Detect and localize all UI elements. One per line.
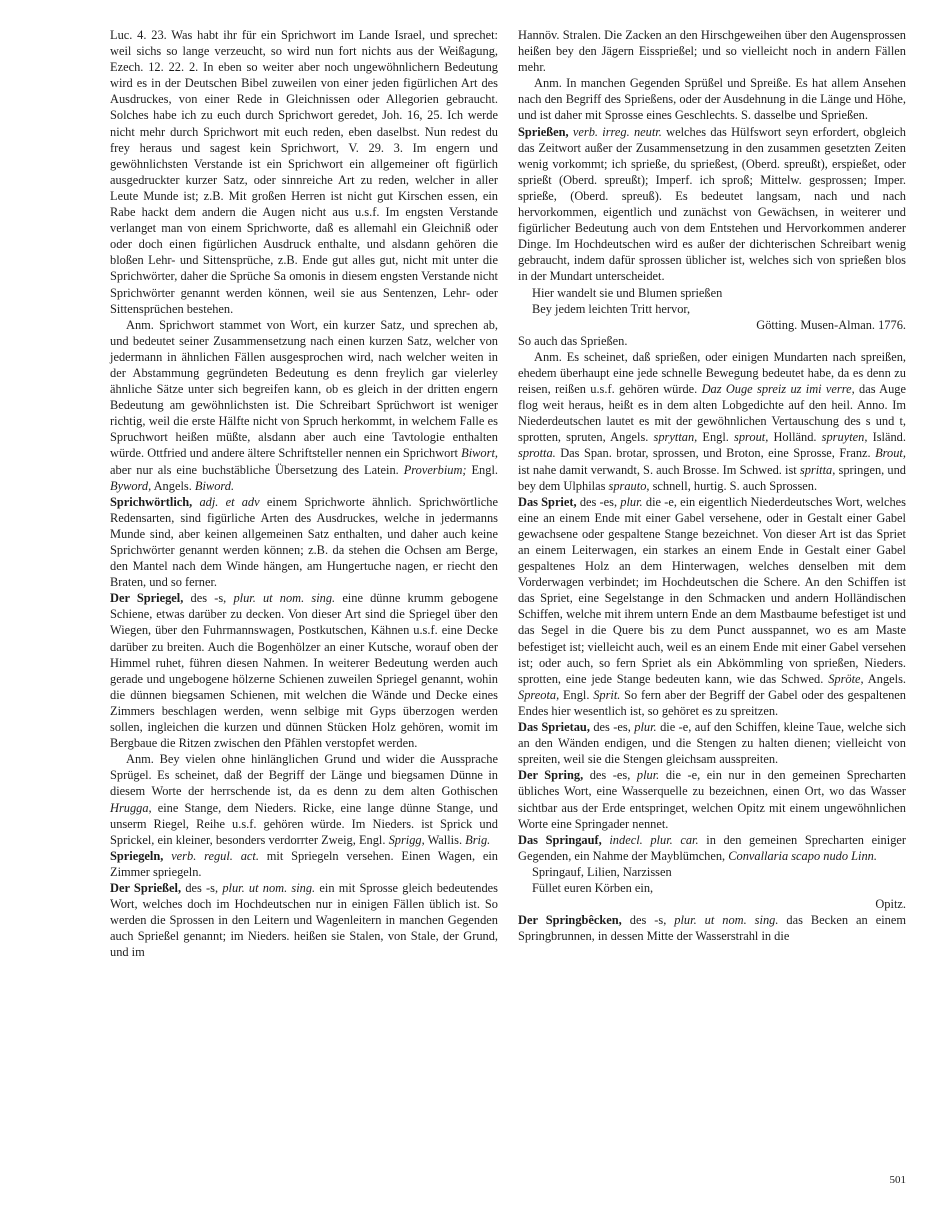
note-text: Anm. In manchen Gegenden Sprüßel und Spreiße. Es hat allem Ansehen nach den Begriff des Sprießens, oder der Ausdehnung in die Länge und Höhe, und ist daher mit Sprosse eines Geschlechts. S. dasselbe und Sprießen. — [518, 76, 906, 123]
italic-term: Hrugga, — [110, 800, 152, 815]
verse-text: Bey jedem leichten Tritt hervor, — [532, 301, 691, 316]
entry-text: eine dünne krumm gebogene Schiene, etwas darüber zu decken. Von dieser Art sind die Spriegel über den Wiegen, über den Fuhrmannswagen, Postkutschen, Kähnen u.s.f. eine Decke darüber zu breiten. Auch die Bogenhölzer an einer Kutsche, worauf oben der Himmel ruhet, führen diesen Nahmen. In weiterer Bedeutung werden auch gerade und ungebogene hölzerne Schienen zuweilen Spriegel genannt, wohin die dünnen biegsamen Schienen, mit welchen die Wände und Decke eines Zimmers beschlagen werden, wenn selbige mit Gyps überzogen werden sollen, ingleichen die kurzen und dünnen Stücken Holz gehören, womit im Bergbaue die Ritzen zwischen den Pfählen verstopfet werden. — [110, 591, 498, 751]
entry-spring — [518, 767, 906, 831]
note-text: aber nur als eine buchstäbliche Übersetzung des Latein. — [110, 462, 399, 477]
note-text: Holländ. — [773, 430, 817, 445]
headword: Das Spriet, — [518, 494, 577, 509]
page-number: 501 — [889, 1174, 906, 1186]
entry-text: die -e, auf den Schiffen, kleine Taue, welche sich an den Wänden endigen, und die Stengen zu halten dienen; vielleicht von spreiten, weil sie die Stengen gleichsam ausspreiten. — [518, 720, 906, 767]
headword: Der Spring, — [518, 768, 584, 783]
entry-text: des -s, — [629, 913, 667, 928]
italic-term: Biword. — [194, 478, 235, 493]
italic-term: sprauto, — [608, 478, 650, 493]
italic-term: spryttan, — [653, 430, 698, 445]
entry-text: Angels. — [867, 671, 906, 686]
note-text: Anm. Es scheinet, daß sprießen, oder einigen Mundarten nach spreißen, ehedem überhaupt eine jede schnelle Bewegung bedeutet habe, da es denn zu reisen, reißen u.s.f. gehören würde. — [518, 349, 906, 397]
grammar-label: adj. et adv — [199, 494, 260, 509]
grammar-label: verb. irreg. neutr. — [572, 124, 662, 139]
paragraph-text: Hannöv. Stralen. Die Zacken an den Hirschgeweihen über den Augensprossen heißen bey den Jägern Eissprießel; und so vielleicht noch in andern Fällen mehr. — [518, 28, 906, 75]
note-text: das Auge flog weit heraus, heißt es in dem alten Lobgedichte auf den heil. Anno. Im Niederdeutschen lautet es mit der gewöhnlichen Vertauschung des s und t, sprotten, spruten, Angels. — [518, 382, 906, 445]
entry-text: ein mit Sprosse gleich bedeutendes Wort, welches doch im Hochdeutschen nur in einigen Fällen üblich ist. So werden die Sprossen in den Leitern und Wagenleitern in manchen Gegenden auch Sprießel genannt; im Nieders. heißen sie Stalen, von Stale, der Grund, und im — [110, 880, 498, 960]
entry-text: das Becken an einem Springbrunnen, in dessen Mitte der Wasserstrahl in die — [518, 913, 906, 944]
paragraph-text: So auch das Sprießen. — [518, 333, 628, 348]
verse-line — [532, 285, 906, 301]
italic-term: Sprit. — [593, 687, 621, 702]
entry-text: welches das Hülfswort seyn erfordert, obgleich das Zeitwort außer der Zusammensetzung in den zusammen gesetzten Zeiten wenig vorkommt; ich sprieße, du sprießest, (Oberd. spreußt), erspießet, oder sprießt (Oberd. spreußt); Imperf. ich sproß; Mittelw. gesprossen; Imper. sprieße, (Oberd. spreuß). Es bedeutet langsam, nach und nach hervorkommen, eigentlich und zunächst von Gewächsen, in weiterer und figürlicher Bedeutung auch von dem Entstehen und Hervorkommen anderer Dinge. Im Hochdeutschen wird es außer der dichterischen Schreibart wenig gebraucht, indem dafür sprossen üblicher ist, welches sich von sprießen blos in der Mundart unterscheidet. — [518, 124, 906, 284]
note-text: Isländ. — [872, 430, 906, 445]
headword: Das Springauf, — [518, 832, 602, 847]
verse-text: Füllet euren Körben ein, — [532, 880, 654, 895]
entry-spriessel — [110, 880, 498, 960]
entry-spriessen-addendum — [518, 333, 906, 349]
grammar-label: indecl. plur. car. — [609, 832, 699, 847]
headword: Sprießen, — [518, 124, 569, 139]
entry-springauf — [518, 832, 906, 864]
note-text: Anm. Sprichwort stammet von Wort, ein kurzer Satz, und sprechen ab, und bedeutet seiner Zusammensetzung nach einen kurzen Satz, welcher von jedermann in ähnlichen Fällen ausgesprochen wird, nach welcher weiten in der Abstammung gegründeten Bedeutung es denn freylich gar vielerley ähnliche Sätze unter sich begreifen kann, ob es gleich in der dritten engern Bedeutung am gewöhnlichsten ist. Die Schreibart Sprüchwort ist weniger richtig, weil die erste Hälfte nicht von Spruch herkommt, in welchem Falle es Spruchwort heißen müßte, alsdann aber auch eine Tavtologie enthalten würde. Ottfried und andere ältere Schriftsteller nennen ein Sprichwort — [110, 317, 498, 461]
headword: Der Sprießel, — [110, 880, 182, 895]
entry-spriessen — [518, 124, 906, 285]
entry-spriessel-note — [518, 75, 906, 123]
entry-text: des -es, — [593, 720, 631, 735]
entry-spriessel-continuation — [518, 27, 906, 75]
entry-spriet — [518, 494, 906, 719]
note-text: Engl. — [702, 430, 729, 445]
entry-text: des -s, — [190, 591, 227, 606]
note-text: eine Stange, dem Nieders. Ricke, eine lange dünne Stange, und unserm Riegel, Reihe u.s.f. gehören würde. Im Nieders. ist Sprick und Sprickel, ein kleiner, besonders verdorrter Zweig, Engl. — [110, 800, 498, 847]
note-text: springen, und bey dem Ulphilas — [518, 462, 906, 493]
grammar-label: plur. — [636, 768, 660, 783]
entry-text: mit Spriegeln versehen. Einen Wagen, ein Zimmer spriegeln. — [110, 848, 499, 879]
grammar-label: plur. — [634, 720, 657, 735]
entry-text: So fern aber der Begriff der Gabel oder des gespaltenen Endes hier wesentlich ist, so gehöret es zu spreitzen. — [518, 687, 906, 718]
italic-term: sprout, — [734, 430, 769, 445]
italic-term: Brig. — [465, 832, 491, 847]
entry-text: des -s, — [185, 880, 219, 895]
note-text: Angels. — [153, 478, 192, 493]
entry-sprichwort-continuation — [110, 27, 498, 317]
entry-text: die -e, ein nur in den gemeinen Sprecharten übliches Wort, eine Wasserquelle zu bezeichnen, einen Ort, wo das Wasser sichtbar aus der Erde entspringet, welchen Opitz mit einem ungewöhnlichen Worte eine Springader nennet. — [518, 768, 906, 831]
entry-text: in den gemeinen Sprecharten einiger Gegenden, ein Nahme der Mayblümchen, — [518, 832, 907, 863]
verse-line — [532, 301, 906, 317]
entry-sprietau — [518, 719, 906, 767]
italic-term: Spröte, — [828, 671, 864, 686]
left-column — [110, 27, 498, 960]
right-column — [518, 27, 906, 944]
grammar-label: plur. ut nom. sing. — [674, 913, 779, 928]
entry-spriegeln — [110, 848, 498, 880]
italic-term: Spreota, — [518, 687, 560, 702]
italic-term: Convallaria scapo nudo Linn. — [728, 848, 877, 863]
italic-term: Brout, — [875, 446, 906, 461]
entry-spriegel — [110, 590, 498, 751]
grammar-label: plur. — [620, 494, 643, 509]
italic-term: sprotta. — [518, 446, 556, 461]
verse-source — [518, 896, 906, 912]
verse-text: Springauf, Lilien, Narzissen — [532, 864, 672, 879]
entry-springbecken — [518, 912, 906, 944]
entry-spriessen-note — [518, 349, 906, 494]
entry-text: des -es, — [579, 494, 618, 509]
note-text: Das Span. brotar, sprossen, und Broton, eine Sprosse, Franz. — [560, 446, 871, 461]
italic-term: Byword, — [110, 478, 152, 493]
italic-term: Biwort, — [461, 446, 498, 461]
italic-term: Sprigg, — [388, 832, 425, 847]
grammar-label: plur. ut nom. sing. — [222, 880, 316, 895]
headword: Spriegeln, — [110, 848, 164, 863]
entry-sprichwoertlich — [110, 494, 498, 591]
headword: Sprichwörtlich, — [110, 494, 193, 509]
verse-text: Hier wandelt sie und Blumen sprießen — [532, 285, 723, 300]
grammar-label: plur. ut nom. sing. — [233, 591, 336, 606]
verse-line — [532, 864, 906, 880]
italic-term: spruyten, — [821, 430, 868, 445]
note-text: schnell, hurtig. S. auch Sprossen. — [652, 478, 818, 493]
note-text: Engl. — [471, 462, 498, 477]
note-text: Anm. Bey vielen ohne hinlänglichen Grund und wider die Aussprache Sprügel. Es scheinet, daß der Begriff der Länge und biegsamen Dünne in diesem Worte der herrschende ist, da es denn zu dem alten Gothischen — [110, 752, 498, 799]
source-text: Opitz. — [875, 897, 906, 912]
entry-spriegel-note — [110, 751, 498, 848]
verse-source — [518, 317, 906, 333]
grammar-label: verb. regul. act. — [171, 848, 259, 863]
entry-text: einem Sprichworte ähnlich. Sprichwörtliche Redensarten, sind figürliche Arten des Ausdruckes, welche in jedermanns Munde sind, aber keinen allgemeinen Satz enthalten, und daher auch keine Sprichwörter genannt werden können; z.B. da stehen die Ochsen am Berge, den Mantel nach dem Winde hängen, am Hungertuche nagen, er riecht den Braten, und so ferner. — [110, 494, 498, 590]
italic-term: spritta, — [799, 462, 836, 477]
entry-text: die -e, ein eigentlich Niederdeutsches Wort, welches eine an einem Ende mit einer Gabel versehene, oder in Gestalt einer Gabel gewachsene oder gespaltene Stange bezeichnet. Von dieser Art ist das Spriet an einem Leiterwagen, ein starkes an einem Ende in Gestalt einer Gabel gespaltenes Holz an dem Hinterwagen, welches denselben mit dem Vorderwagen verbindet; im Hochdeutschen die Schere. An den Schiffen ist das Spriet, eine Segelstange in den Schmacken und andern Holländischen Schiffen, welche mit ihrem untern Ende an dem Mastbaume befestiget ist und das Segel in die Quere bis zu dem Punct ausspannet, wo es am Maste befestiget ist; vielleicht auch, weil es an einem Ende mit einer Gabel versehen ist; oder auch, so fern Spriet als ein Abkömmling von sprießen, Nieders. sprotten, eine jede Stange bedeuten kann, wie das Schwed. — [518, 494, 906, 686]
verse-line — [532, 880, 906, 896]
paragraph-text: Luc. 4. 23. Was habt ihr für ein Sprichwort im Lande Israel, und sprechet: weil sichs so lange verzeucht, so wird nun fort nichts aus der Weißagung, Ezech. 12. 22. 2. In eben so weiter aber noch ungewöhnlichern Bedeutung wird es in der Deutschen Bibel zuweilen von einer jeden figürlichen Art des Ausdruckes, von einer Rede in Gleichnissen oder Allegorien gebraucht. Solches habe ich zu euch durch Sprichwort geredet, Joh. 16, 25. Ich werde nicht mehr durch Sprichwort mit euch reden, eben daselbst. Nun redest du frey heraus und sagest kein Sprichwort, V. 29. 3. Im engern und gewöhnlichsten Verstande ist ein Sprichwort ein allgemeiner oft figürlich ausgedruckter kurzer Satz, oder sinnreiche Art zu reden, welcher in aller Leute Munde ist; z.B. Mit großen Herren ist nicht gut Kirschen essen, ein Rabe hackt dem andern die Augen nicht aus u.s.f. Im engsten Verstande verlanget man von einem Sprichworte, daß es allemahl ein Gleichniß oder oder doch einen figürlichen Ausdruck enthalte, und alsdann gehören die bloßen Lehr- und Sittensprüche, z.B. Ende gut alles gut, nicht mit unter die Sprichwörter, daher die Sprüche Sa omonis in diesem engsten Verstande nicht Sprichwörter genannt werden können, weil sie aus Sentenzen, Lehr- oder Sittensprüchen bestehen. — [110, 28, 498, 316]
headword: Das Sprietau, — [518, 720, 590, 735]
source-text: Götting. Musen-Alman. 1776. — [756, 317, 906, 332]
note-text: Wallis. — [427, 832, 463, 847]
entry-sprichwort-note — [110, 317, 498, 494]
headword: Der Springbêcken, — [518, 913, 622, 928]
note-text: ist nahe damit verwandt, S. auch Brosse. Im Schwed. ist — [518, 462, 797, 477]
headword: Der Spriegel, — [110, 591, 184, 606]
entry-text: Engl. — [562, 687, 590, 702]
italic-term: Daz Ouge spreiz uz imi verre, — [701, 382, 855, 397]
italic-term: Proverbium; — [403, 462, 467, 477]
entry-text: des -es, — [589, 768, 631, 783]
